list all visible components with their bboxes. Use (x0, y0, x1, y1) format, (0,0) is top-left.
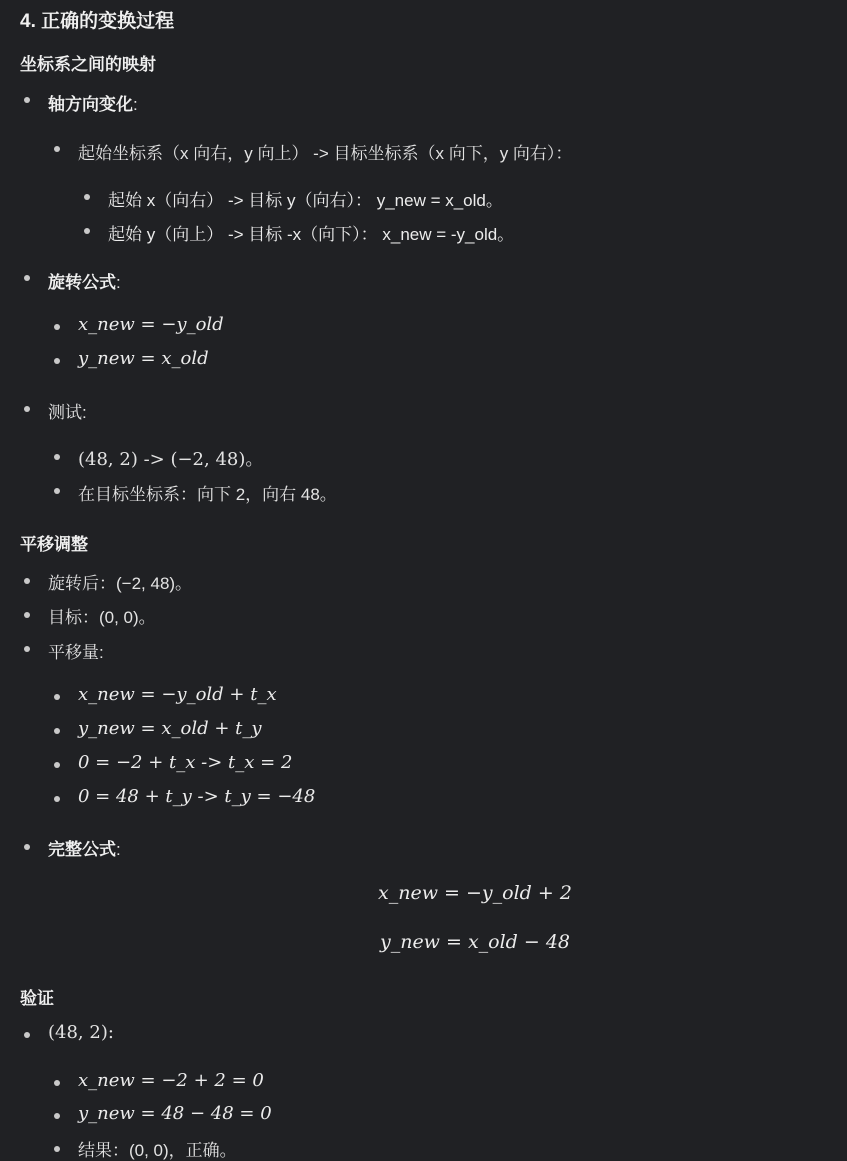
rotation-colon: : (116, 273, 121, 292)
bullet-dot (54, 358, 60, 364)
subheading-verification: 验证 (20, 989, 54, 1008)
verify-result: 结果：(0, 0)，正确。 (78, 1141, 237, 1160)
list-item-full-formula (48, 835, 121, 860)
formula-shift-x: x_new = −y_old + t_x (78, 684, 277, 705)
list-item-after-rotation: 旋转后：(−2, 48)。 (48, 574, 193, 593)
formula-solve-tx: 0 = −2 + t_x -> t_x = 2 (78, 752, 293, 773)
formula-rot-y: y_new = x_old (78, 348, 209, 369)
bullet-dot (54, 1080, 60, 1086)
full-formula-colon: : (116, 840, 121, 859)
verify-x: x_new = −2 + 2 = 0 (78, 1070, 264, 1091)
bullet-dot (24, 97, 30, 103)
bullet-dot (54, 1113, 60, 1119)
list-item-map-y: 起始 y（向上） -> 目标 -x（向下）： x_new = -y_old。 (108, 225, 515, 244)
verify-y: y_new = 48 − 48 = 0 (78, 1103, 272, 1124)
rotation-label: 旋转公式 (48, 273, 116, 292)
list-item-shift: 平移量: (48, 643, 104, 662)
list-item-verify-point: (48, 2): (48, 1022, 114, 1043)
bullet-dot (24, 844, 30, 850)
bullet-dot (84, 194, 90, 200)
axis-colon: : (133, 95, 138, 114)
test-result-1: (48, 2) -> (−2, 48)。 (78, 449, 264, 470)
list-item-test: 测试: (48, 403, 87, 422)
bullet-dot (24, 612, 30, 618)
section-title: 4. 正确的变换过程 (20, 11, 175, 32)
bullet-dot (24, 275, 30, 281)
list-item-axis (48, 90, 138, 115)
bullet-dot (24, 646, 30, 652)
bullet-dot (24, 406, 30, 412)
list-item-rotation (48, 268, 121, 293)
subheading-mapping: 坐标系之间的映射 (20, 55, 156, 74)
bullet-dot (54, 324, 60, 330)
bullet-dot (54, 728, 60, 734)
display-formula-x: x_new = −y_old + 2 (378, 882, 572, 904)
subheading-translation: 平移调整 (20, 535, 88, 554)
bullet-dot (54, 796, 60, 802)
bullet-dot (54, 1146, 60, 1152)
bullet-dot (54, 694, 60, 700)
bullet-dot (84, 228, 90, 234)
formula-shift-y: y_new = x_old + t_y (78, 718, 262, 739)
bullet-dot (24, 578, 30, 584)
list-item-map-x: 起始 x（向右） -> 目标 y（向右）： y_new = x_old。 (108, 191, 503, 210)
test-result-2: 在目标坐标系：向下 2，向右 48。 (78, 485, 337, 504)
formula-rot-x: x_new = −y_old (78, 314, 224, 335)
bullet-dot (54, 488, 60, 494)
list-item-target: 目标：(0, 0)。 (48, 608, 156, 627)
bullet-dot (54, 146, 60, 152)
formula-solve-ty: 0 = 48 + t_y -> t_y = −48 (78, 786, 316, 807)
display-formula-y: y_new = x_old − 48 (379, 931, 571, 953)
bullet-dot (24, 1032, 30, 1038)
axis-label: 轴方向变化 (48, 95, 133, 114)
list-item-axis-desc: 起始坐标系（x 向右，y 向上） -> 目标坐标系（x 向下，y 向右）： (78, 144, 573, 163)
full-formula-label: 完整公式 (48, 840, 116, 859)
bullet-dot (54, 762, 60, 768)
bullet-dot (54, 454, 60, 460)
